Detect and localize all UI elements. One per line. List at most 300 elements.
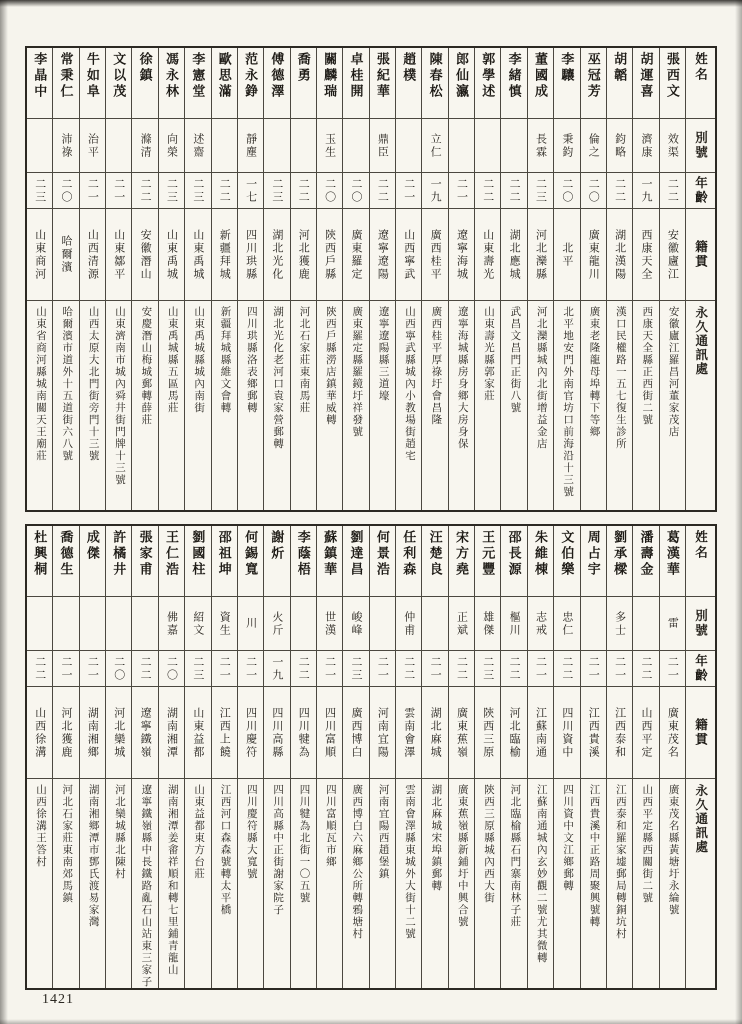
person-native-place: 安徽廬江 <box>666 228 679 281</box>
person-native-place-cell <box>607 686 632 778</box>
person-native-place: 江蘇南通 <box>534 706 547 759</box>
person-address: 雲南會澤縣東城外大街十二號 <box>403 784 415 940</box>
person-name: 徐鎮 <box>137 52 153 84</box>
person-name-cell <box>449 526 474 596</box>
person-address: 四川犍為北街一〇五號 <box>298 784 310 904</box>
person-address: 山西太原大北門街旁門十三號 <box>87 306 99 462</box>
person-alias-cell <box>370 596 395 650</box>
person-alias: 效渠 <box>666 132 679 159</box>
person-column <box>184 526 210 988</box>
person-age-cell <box>317 650 342 686</box>
person-alias: 沛祿 <box>60 132 73 159</box>
header-address-cell <box>686 778 715 988</box>
person-name: 許橘井 <box>111 530 127 578</box>
person-age: 二二 <box>33 655 46 682</box>
person-name: 潘壽金 <box>638 530 654 578</box>
person-name: 胡運喜 <box>638 52 654 100</box>
person-age-cell <box>581 650 606 686</box>
person-native-place: 廣東茂名 <box>666 706 679 759</box>
person-age: 二二 <box>218 177 231 204</box>
person-alias-cell <box>660 596 685 650</box>
person-address: 陝西三原縣城內西大街 <box>483 784 495 904</box>
person-name-cell <box>633 526 658 596</box>
person-age: 二一 <box>376 655 389 682</box>
person-name-cell <box>264 526 289 596</box>
person-alias-cell <box>53 596 78 650</box>
person-age-cell <box>27 650 52 686</box>
person-native-place: 四川富順 <box>323 706 336 759</box>
person-name: 文以茂 <box>111 52 127 100</box>
person-age-cell <box>449 650 474 686</box>
person-column <box>369 526 395 988</box>
person-native-place-cell <box>317 686 342 778</box>
person-address-cell <box>528 778 553 988</box>
person-address: 河北灤縣城內北街增益金店 <box>535 306 547 450</box>
scan-edge-top <box>0 0 742 7</box>
person-column <box>342 48 368 510</box>
person-age: 二一 <box>534 655 547 682</box>
person-alias-cell <box>607 118 632 172</box>
person-column <box>27 48 52 510</box>
person-native-place-cell <box>159 686 184 778</box>
person-alias-cell <box>475 596 500 650</box>
person-name-cell <box>238 526 263 596</box>
person-alias-cell <box>264 118 289 172</box>
person-address: 河南宜陽西趙堡鎮 <box>377 784 389 880</box>
person-name: 陳春松 <box>427 52 443 100</box>
person-address-cell <box>607 778 632 988</box>
person-alias-cell <box>238 118 263 172</box>
person-alias: 紹文 <box>191 610 204 637</box>
person-address: 四川資中文江鄉郵轉 <box>562 784 574 892</box>
person-name-cell <box>343 526 368 596</box>
scan-edge-right <box>735 0 742 1024</box>
person-address-cell <box>159 300 184 510</box>
person-native-place-cell <box>53 208 78 300</box>
person-address-cell <box>343 300 368 510</box>
person-column <box>395 48 421 510</box>
person-address: 山西平定縣西關街二號 <box>641 784 653 904</box>
header-name-cell <box>686 526 715 596</box>
person-native-place: 湖南湘潭 <box>165 706 178 759</box>
header-name-cell <box>686 48 715 118</box>
person-age: 二二 <box>481 177 494 204</box>
person-alias-cell <box>106 596 131 650</box>
person-native-place-cell <box>238 686 263 778</box>
person-name: 李晶中 <box>32 52 48 100</box>
person-native-place: 湖北應城 <box>508 228 521 281</box>
person-alias: 正斌 <box>455 610 468 637</box>
person-age: 二〇 <box>165 655 178 682</box>
person-address: 廣東蕉嶺縣新鋪圩中興合號 <box>456 784 468 928</box>
person-name: 任利森 <box>401 530 417 578</box>
person-column <box>79 526 105 988</box>
person-name: 郭學述 <box>480 52 496 100</box>
person-age-cell <box>264 650 289 686</box>
person-alias-cell <box>132 596 157 650</box>
person-alias: 向榮 <box>165 132 178 159</box>
person-name-cell <box>370 48 395 118</box>
person-native-place-cell <box>528 208 553 300</box>
person-native-place: 山西平定 <box>639 706 652 759</box>
person-native-place: 西康天全 <box>639 228 652 281</box>
person-alias-cell <box>80 118 105 172</box>
person-age: 二二 <box>508 655 521 682</box>
person-address: 山東禹城縣五區馬莊 <box>166 306 178 414</box>
person-name-cell <box>633 48 658 118</box>
person-name-cell <box>53 48 78 118</box>
person-name-cell <box>212 526 237 596</box>
person-age-cell <box>528 172 553 208</box>
person-alias-cell <box>159 118 184 172</box>
person-native-place: 遼寧海城 <box>455 228 468 281</box>
person-address: 四川高縣中正街謝家院子 <box>272 784 284 916</box>
person-age: 二一 <box>402 177 415 204</box>
person-alias-cell <box>660 118 685 172</box>
person-native-place: 遼寧鐵嶺 <box>139 706 152 759</box>
person-column <box>527 526 553 988</box>
person-alias-cell <box>159 596 184 650</box>
person-native-place-cell <box>80 686 105 778</box>
person-native-place-cell <box>475 208 500 300</box>
person-native-place: 山西清源 <box>86 228 99 281</box>
person-alias: 資生 <box>218 610 231 637</box>
person-name: 李憲堂 <box>190 52 206 100</box>
person-name: 王元豐 <box>480 530 496 578</box>
person-column <box>369 48 395 510</box>
person-name-cell <box>185 526 210 596</box>
person-alias: 雷 <box>666 617 679 630</box>
person-age-cell <box>475 650 500 686</box>
person-age: 二〇 <box>350 177 362 204</box>
person-alias-cell <box>422 596 447 650</box>
person-native-place-cell <box>132 208 157 300</box>
person-name-cell <box>132 48 157 118</box>
header-age-label: 年齡 <box>693 176 708 205</box>
person-alias: 火斤 <box>270 610 283 637</box>
person-alias: 樞川 <box>508 610 521 637</box>
person-address: 西康天全縣正西街二號 <box>641 306 653 426</box>
person-name: 邵長源 <box>506 530 522 578</box>
person-address: 山東禹城縣城內南街 <box>193 306 205 414</box>
person-address: 四川慶符縣大寬號 <box>245 784 257 880</box>
person-age-cell <box>396 650 421 686</box>
person-name-cell <box>80 526 105 596</box>
person-address-cell <box>53 300 78 510</box>
person-column <box>237 526 263 988</box>
header-native-label: 籍貫 <box>693 718 708 747</box>
scan-edge-bottom <box>0 1019 742 1024</box>
person-name: 蘇鎮華 <box>322 530 338 578</box>
person-name: 汪楚良 <box>427 530 443 578</box>
person-age: 一九 <box>429 177 442 204</box>
person-address-cell <box>501 778 526 988</box>
person-alias-cell <box>449 596 474 650</box>
person-native-place-cell <box>291 686 316 778</box>
person-name-cell <box>264 48 289 118</box>
person-age-cell <box>370 172 395 208</box>
person-name: 郎仙瀛 <box>453 52 469 100</box>
person-address-cell <box>27 778 52 988</box>
person-address: 山東濟南市城內舜井街門牌十三號 <box>114 306 126 486</box>
person-name-cell <box>528 526 553 596</box>
person-age-cell <box>475 172 500 208</box>
person-name-cell <box>238 48 263 118</box>
person-alias-cell <box>633 118 658 172</box>
row-header-column <box>685 526 715 988</box>
person-native-place: 山東禹城 <box>191 228 204 281</box>
person-name: 葛漢華 <box>664 530 680 578</box>
person-alias: 鼎臣 <box>376 132 389 159</box>
person-alias-cell <box>370 118 395 172</box>
person-age: 二二 <box>376 177 389 204</box>
person-alias: 治平 <box>86 132 99 159</box>
person-native-place: 河北獲鹿 <box>60 706 73 759</box>
person-name: 卓桂開 <box>348 52 364 100</box>
person-native-place: 廣東龍川 <box>587 228 600 281</box>
person-native-place-cell <box>475 686 500 778</box>
person-name: 馮永林 <box>163 52 179 100</box>
person-name-cell <box>27 48 52 118</box>
person-age-cell <box>291 650 316 686</box>
person-native-place-cell <box>264 686 289 778</box>
person-address-cell <box>449 778 474 988</box>
person-age-cell <box>370 650 395 686</box>
person-native-place-cell <box>422 686 447 778</box>
person-address-cell <box>581 778 606 988</box>
person-column <box>659 526 685 988</box>
person-native-place: 山東鄒平 <box>112 228 125 281</box>
header-address-label: 永久通訊處 <box>693 306 708 376</box>
person-native-place-cell <box>317 208 342 300</box>
person-alias-cell <box>317 596 342 650</box>
person-age-cell <box>554 650 579 686</box>
person-name: 趙樸 <box>401 52 417 84</box>
person-column <box>79 48 105 510</box>
person-native-place: 四川珙縣 <box>244 228 257 281</box>
person-age: 二三 <box>33 177 46 204</box>
person-name: 杜興桐 <box>32 530 48 578</box>
person-alias: 滌清 <box>139 132 152 159</box>
person-address-cell <box>633 300 658 510</box>
person-native-place: 湖北麻城 <box>429 706 442 759</box>
person-native-place-cell <box>501 208 526 300</box>
person-alias: 仲甫 <box>402 610 415 637</box>
person-age-cell <box>27 172 52 208</box>
person-age-cell <box>449 172 474 208</box>
person-address-cell <box>27 300 52 510</box>
person-age-cell <box>317 172 342 208</box>
header-age-cell <box>686 172 715 208</box>
person-name-cell <box>449 48 474 118</box>
person-address-cell <box>343 778 368 988</box>
person-alias: 佛嘉 <box>165 610 178 637</box>
person-name-cell <box>317 526 342 596</box>
person-age: 二二 <box>639 655 652 682</box>
person-native-place: 陝西三原 <box>481 706 494 759</box>
person-name-cell <box>291 526 316 596</box>
person-name: 常秉仁 <box>58 52 74 100</box>
person-address-cell <box>185 778 210 988</box>
page-number: 1421 <box>42 992 74 1007</box>
person-age: 二〇 <box>587 177 600 204</box>
person-address-cell <box>106 778 131 988</box>
person-column <box>500 48 526 510</box>
person-address: 廣東茂名縣黃塘圩永綸號 <box>667 784 679 916</box>
person-address-cell <box>53 778 78 988</box>
person-address-cell <box>159 778 184 988</box>
directory-table-top <box>25 46 717 512</box>
person-name-cell <box>291 48 316 118</box>
person-column <box>553 526 579 988</box>
person-age-cell <box>238 172 263 208</box>
person-column <box>52 526 78 988</box>
person-address-cell <box>264 300 289 510</box>
person-address-cell <box>370 300 395 510</box>
person-age: 二三 <box>350 655 362 682</box>
person-address: 山東益都東方台莊 <box>193 784 205 880</box>
person-name: 何景浩 <box>374 530 390 578</box>
person-name: 劉國柱 <box>190 530 206 578</box>
person-native-place-cell <box>264 208 289 300</box>
person-name: 周占宇 <box>585 530 601 578</box>
person-alias-cell <box>475 118 500 172</box>
person-address-cell <box>185 300 210 510</box>
person-alias: 雄傑 <box>481 610 494 637</box>
person-alias-cell <box>422 118 447 172</box>
person-alias-cell <box>291 596 316 650</box>
person-native-place: 哈爾濱 <box>60 235 73 274</box>
person-age: 二二 <box>508 177 521 204</box>
person-native-place-cell <box>343 208 368 300</box>
person-column <box>105 48 131 510</box>
person-name: 關麟瑞 <box>322 52 338 100</box>
person-alias-cell <box>528 118 553 172</box>
person-address-cell <box>291 778 316 988</box>
person-native-place: 河南宜陽 <box>376 706 389 759</box>
person-native-place-cell <box>607 208 632 300</box>
person-column <box>316 48 342 510</box>
header-native-cell <box>686 208 715 300</box>
person-native-place-cell <box>212 208 237 300</box>
person-alias-cell <box>238 596 263 650</box>
person-age: 二二 <box>613 177 626 204</box>
person-address-cell <box>132 778 157 988</box>
person-alias-cell <box>291 118 316 172</box>
person-age-cell <box>633 172 658 208</box>
person-age: 一七 <box>244 177 257 204</box>
person-name-cell <box>422 48 447 118</box>
person-native-place: 江西貴溪 <box>587 706 600 759</box>
person-column <box>421 526 447 988</box>
person-native-place: 山西寧武 <box>402 228 415 281</box>
person-alias: 玉生 <box>323 132 336 159</box>
person-column <box>211 48 237 510</box>
header-alias-label: 別號 <box>693 131 708 160</box>
person-native-place-cell <box>106 208 131 300</box>
person-native-place: 江西上饒 <box>218 706 231 759</box>
person-column <box>105 526 131 988</box>
person-name: 李緒慎 <box>506 52 522 100</box>
person-address-cell <box>291 300 316 510</box>
person-name: 張紀華 <box>374 52 390 100</box>
person-native-place-cell <box>396 686 421 778</box>
person-address-cell <box>317 778 342 988</box>
person-address-cell <box>132 300 157 510</box>
person-native-place: 廣東羅定 <box>350 228 362 281</box>
person-alias-cell <box>396 596 421 650</box>
person-address: 安徽廬江羅昌河董家茂店 <box>667 306 679 438</box>
person-native-place-cell <box>581 208 606 300</box>
person-native-place: 廣西博白 <box>350 706 362 759</box>
person-column <box>211 526 237 988</box>
person-native-place-cell <box>449 686 474 778</box>
person-native-place-cell <box>238 208 263 300</box>
person-address-cell <box>422 778 447 988</box>
person-age: 二三 <box>481 655 494 682</box>
person-name-cell <box>607 48 632 118</box>
person-native-place: 河北灤縣 <box>534 228 547 281</box>
person-column <box>474 526 500 988</box>
header-alias-cell <box>686 596 715 650</box>
person-column <box>606 48 632 510</box>
header-alias-cell <box>686 118 715 172</box>
person-alias-cell <box>633 596 658 650</box>
person-column <box>395 526 421 988</box>
person-age: 二一 <box>613 655 626 682</box>
person-name: 范永錚 <box>243 52 259 100</box>
person-name: 傅德澤 <box>269 52 285 100</box>
person-address: 湖南湘潭姜畬祥順和轉七里鋪青龍山 <box>166 784 178 976</box>
person-column <box>290 526 316 988</box>
header-native-cell <box>686 686 715 778</box>
person-name-cell <box>343 48 368 118</box>
person-address: 山西徐溝王答村 <box>34 784 46 868</box>
person-native-place: 安徽潛山 <box>139 228 152 281</box>
header-address-cell <box>686 300 715 510</box>
table-grid-bottom <box>25 524 717 990</box>
person-age-cell <box>132 650 157 686</box>
person-name-cell <box>53 526 78 596</box>
person-age-cell <box>422 172 447 208</box>
table-grid-top <box>25 46 717 512</box>
person-age: 二一 <box>455 177 468 204</box>
person-native-place: 河北欒城 <box>112 706 125 759</box>
person-address: 北平地安門外南官坊口前海沿十三號 <box>562 306 574 498</box>
person-native-place: 遼寧遼陽 <box>376 228 389 281</box>
person-alias-cell <box>53 118 78 172</box>
person-column <box>606 526 632 988</box>
person-alias-cell <box>528 596 553 650</box>
person-age-cell <box>422 650 447 686</box>
person-native-place-cell <box>343 686 368 778</box>
person-address: 遼寧遼陽縣三道壕 <box>377 306 389 402</box>
person-address-cell <box>238 778 263 988</box>
header-age-label: 年齡 <box>693 654 708 683</box>
person-age: 二二 <box>139 655 152 682</box>
person-native-place: 新疆拜城 <box>218 228 231 281</box>
person-address: 河北石家莊東南郊馬鎮 <box>61 784 73 904</box>
person-address: 武昌文昌門正街八號 <box>509 306 521 414</box>
person-address: 廣西桂平厚祿圩會昌隆 <box>430 306 442 426</box>
person-name-cell <box>212 48 237 118</box>
person-name: 何錫寬 <box>243 530 259 578</box>
person-address: 遼寧海城縣房身鄉大房身保 <box>456 306 468 450</box>
person-native-place-cell <box>27 686 52 778</box>
person-name-cell <box>554 526 579 596</box>
person-age-cell <box>343 650 368 686</box>
person-age: 二二 <box>455 655 468 682</box>
